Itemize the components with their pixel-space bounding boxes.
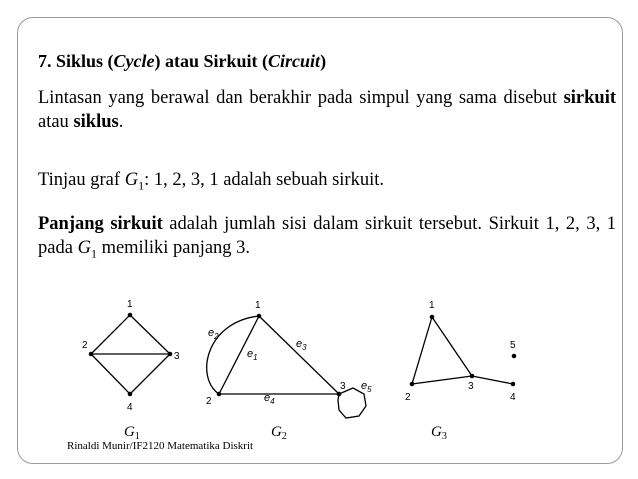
g1-edge-2-4 [91,354,130,394]
g3-vertex-4 [511,382,516,387]
footer-credit: Rinaldi Munir/IF2120 Matematika Diskrit [67,440,254,452]
g3-vertex-2 [410,382,415,387]
g2-label-2: 2 [206,396,212,407]
g2-vertex-1 [257,314,262,319]
g1-label-4: 4 [127,402,133,413]
g1-label-1: 1 [127,299,133,310]
example-paragraph: Tinjau graf $G_1$: 1, 2, 3, 1 adalah sebuah sirkuit. [38,170,385,193]
g2-label-1: 1 [255,300,261,311]
g3-edge-3-4 [472,376,513,384]
g1-vertex-3 [168,352,173,357]
definition-paragraph: Lintasan yang berawal dan berakhir pada simpul yang sama disebut sirkuit atau siklus. [38,88,616,132]
g3-edge-1-3 [432,317,472,376]
g3-label-4: 4 [510,392,516,403]
g3-edge-2-3 [412,376,472,384]
length-paragraph: Panjang sirkuit adalah jumlah sisi dalam sirkuit tersebut. Sirkuit 1, 2, 3, 1 pada $G_1$ memiliki panjang 3. [38,214,616,261]
g3-label-2: 2 [405,392,411,403]
g1-vertex-4 [128,392,133,397]
g3-edge-1-2 [412,317,432,384]
g2-label-3: 3 [340,381,346,392]
g1-edge-1-2 [91,315,130,354]
g2-edge-label-e4: $e_4$ [264,392,275,406]
section-title: 7. Siklus (Cycle) atau Sirkuit (Circuit) [38,51,327,71]
g1-label-2: 2 [82,340,88,351]
g3-caption: $G_3$ [431,424,447,442]
g2-edge-label-e2: $e_2$ [208,327,219,341]
g2-edge-label-e1: $e_1$ [247,348,258,362]
g3-vertex-1 [430,315,435,320]
g2-caption: $G_2$ [271,424,287,442]
g3-vertex-3 [470,374,475,379]
g1-vertex-2 [89,352,94,357]
g2-edge-label-e5: $e_5$ [361,380,372,394]
g1-label-3: 3 [174,351,180,362]
graph-g1 [91,315,170,394]
g3-label-1: 1 [429,300,435,311]
g2-edge-e3 [259,316,339,394]
g3-label-5: 5 [510,340,516,351]
g1-edge-3-4 [130,354,170,394]
g1-caption: $G_1$ [124,424,140,442]
graph-g3 [412,317,513,384]
g1-edge-1-3 [130,315,170,354]
g2-edge-e5-loop [338,388,366,418]
g3-vertex-5 [512,354,517,359]
g3-label-3: 3 [468,381,474,392]
g1-vertex-1 [128,313,133,318]
graph-g2 [207,316,366,418]
g2-edge-label-e3: $e_3$ [296,338,307,352]
g2-vertex-3 [337,392,342,397]
g2-vertex-2 [217,392,222,397]
